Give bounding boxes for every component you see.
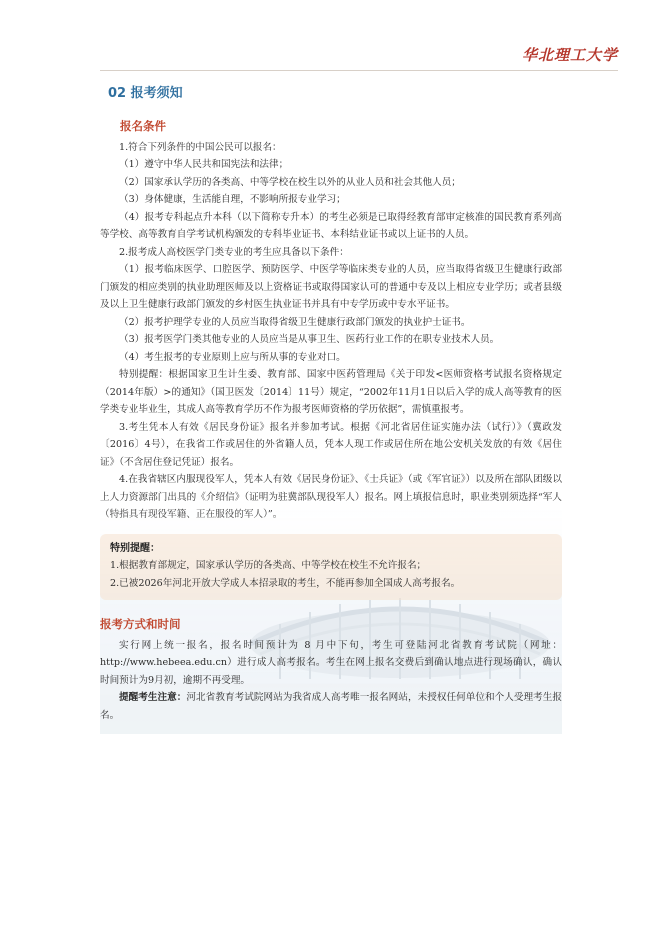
section-title: 02 报考须知 bbox=[108, 86, 183, 101]
special-note: 特别提醒：根据国家卫生计生委、教育部、国家中医药管理局《关于印发<医师资格考试报名资格规定（2014年版）>的通知》（国卫医发〔2014〕11号）规定，“2002年11月1日以后入学的成人高等教育的医学类专业毕业生，其成人高等教育学历不作为报考医师资格的学历依据”，需慎重报考。 bbox=[100, 369, 562, 415]
conditions-heading: 报名条件 bbox=[120, 119, 166, 133]
condition-2-item: （3）报考医学门类其他专业的人员应当是从事卫生、医药行业工作的在职专业技术人员。 bbox=[119, 334, 500, 345]
condition-1: 1.符合下列条件的中国公民可以报名： bbox=[119, 141, 282, 153]
condition-1-item: （4）报考专科起点升本科（以下简称专升本）的考生必须是已取得经教育部审定核准的国民教育系列高等学校、高等教育自学考试机构颁发的专科毕业证书、本科结业证书或以上证书的人员。 bbox=[100, 211, 562, 240]
method-note bbox=[100, 689, 562, 724]
condition-4: 4.在我省辖区内服现役军人，凭本人有效《居民身份证》、《士兵证》（或《军官证》）以及所在部队团级以 bbox=[119, 474, 562, 485]
method-heading: 报考方式和时间 bbox=[100, 617, 181, 631]
condition-1-item: （2）国家承认学历的各类高、中等学校在校生以外的从业人员和社会其他人员； bbox=[119, 176, 461, 188]
header-divider bbox=[100, 70, 618, 71]
special-reminder-box bbox=[100, 534, 562, 601]
condition-2: 2.报考成人高校医学门类专业的考生应具备以下条件： bbox=[119, 246, 349, 258]
special-reminder-heading: 特别提醒： bbox=[110, 542, 160, 554]
condition-3: 3.考生凭本人有效《居民身份证》报名并参加考试。根据《河北省居住证实施办法（试行）》（冀政发〔2016〕4号），在我省工作或居住的外省籍人员，凭本人现工作或居住所在地公安机关发放的有效《居住证》（不含居住登记凭证）报名。 bbox=[100, 421, 562, 468]
method-note-label: 提醒考生注意： bbox=[119, 692, 187, 703]
lower-block bbox=[100, 534, 562, 725]
condition-1-item: （1）遵守中华人民共和国宪法和法律； bbox=[119, 159, 289, 170]
condition-2-item: （2）报考护理学专业的人员应当取得省级卫生健康行政部门颁发的执业护士证书。 bbox=[119, 316, 471, 328]
special-reminder-item: 2.已被2026年河北开放大学成人本招录取的考生，不能再参加全国成人高考报名。 bbox=[110, 577, 461, 589]
method-paragraph: 实行网上统一报名，报名时间预计为 8 月中下旬，考生可登陆河北省教育考试院（网址：http://www.hebeea.edu.cn）进行成人高考报名。考生在网上报名交费后到确认地点进行现场确认，确认时间预计为9月初，逾期不再受理。 bbox=[100, 639, 562, 686]
condition-1-item: （3）身体健康，生活能自理，不影响所报专业学习； bbox=[119, 194, 346, 205]
method-note-text: 河北省教育考试院网站为我省成人高考唯一报名网站，未授权任何单位和个人受理考生报名。 bbox=[100, 692, 563, 721]
condition-2-item: （1）报考临床医学、口腔医学、预防医学、中医学等临床类专业的人员，应当取得省级卫生健康行政部门颁发的相应类别的执业助理医师及以上资格证书或取得国家认可的普通中专及以上相应专业学历；或者县级及以上卫生健康行政部门颁发的乡村医生执业证书并具有中专学历或中专水平证书。 bbox=[100, 264, 562, 310]
condition-2-item: （4）考生报考的专业原则上应与所从事的专业对口。 bbox=[119, 351, 346, 363]
main-content bbox=[100, 118, 562, 724]
special-reminder-item: 1.根据教育部规定，国家承认学历的各类高、中等学校在校生不允许报名； bbox=[110, 560, 427, 571]
university-logo: 华北理工大学 bbox=[521, 46, 618, 64]
method-section bbox=[100, 616, 562, 724]
